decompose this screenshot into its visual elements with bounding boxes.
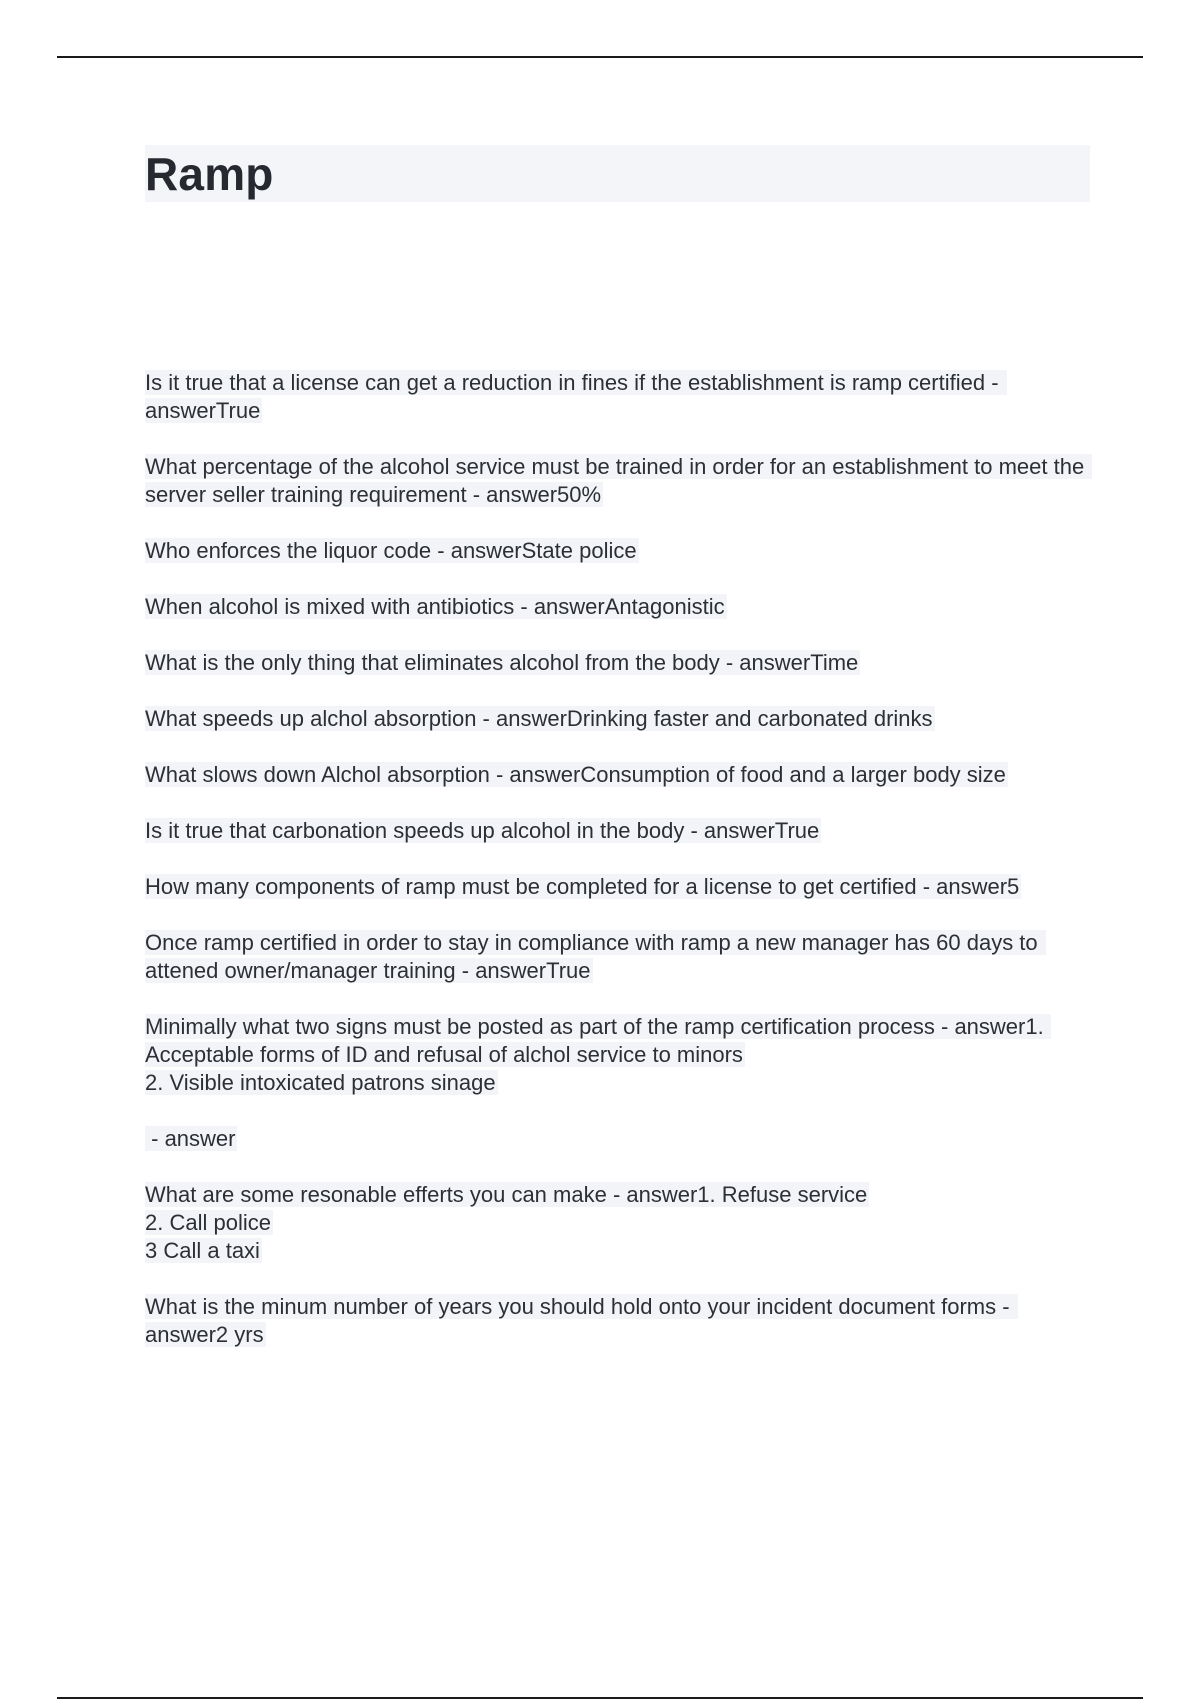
qa-item-14 — [145, 1293, 1090, 1349]
qa-list — [145, 369, 1090, 1349]
qa-item-1 — [145, 369, 1090, 425]
qa-item-10 — [145, 929, 1090, 985]
qa-item-12 — [145, 1125, 1090, 1153]
qa-text: What speeds up alchol absorption - answerDrinking faster and carbonated drinks — [145, 706, 933, 731]
qa-text: What is the only thing that eliminates alcohol from the body - answerTime — [145, 650, 859, 675]
qa-item-8 — [145, 817, 1090, 845]
qa-text: What percentage of the alcohol service must be trained in order for an establishment to meet the server seller training requirement - answer50% — [145, 454, 1091, 507]
qa-text: Minimally what two signs must be posted as part of the ramp certification process - answer1. Acceptable forms of ID and refusal of alchol service to minors 2. Visible intoxicated patrons sinage — [145, 1014, 1051, 1095]
qa-text: What slows down Alchol absorption - answerConsumption of food and a larger body size — [145, 762, 1006, 787]
qa-item-11 — [145, 1013, 1090, 1097]
qa-item-3 — [145, 537, 1090, 565]
qa-text: Who enforces the liquor code - answerState police — [145, 538, 637, 563]
qa-text: Once ramp certified in order to stay in compliance with ramp a new manager has 60 days to attened owner/manager training - answerTrue — [145, 930, 1044, 983]
qa-text: When alcohol is mixed with antibiotics - answerAntagonistic — [145, 594, 725, 619]
qa-item-9 — [145, 873, 1090, 901]
qa-text: Is it true that carbonation speeds up alcohol in the body - answerTrue — [145, 818, 820, 843]
qa-text: What are some resonable efferts you can make - answer1. Refuse service 2. Call police 3 Call a taxi — [145, 1182, 868, 1263]
qa-text: - answer — [145, 1126, 236, 1151]
qa-text: How many components of ramp must be completed for a license to get certified - answer5 — [145, 874, 1020, 899]
document-page — [145, 145, 1090, 1377]
qa-item-7 — [145, 761, 1090, 789]
page-title: Ramp — [145, 147, 274, 200]
title-band — [145, 145, 1090, 202]
qa-item-6 — [145, 705, 1090, 733]
qa-text: What is the minum number of years you should hold onto your incident document forms - answer2 yrs — [145, 1294, 1016, 1347]
qa-item-4 — [145, 593, 1090, 621]
bottom-rule — [57, 1697, 1143, 1699]
qa-text: Is it true that a license can get a reduction in fines if the establishment is ramp certified - answerTrue — [145, 370, 1005, 423]
qa-item-2 — [145, 453, 1090, 509]
qa-item-13 — [145, 1181, 1090, 1265]
top-rule — [57, 56, 1143, 58]
qa-item-5 — [145, 649, 1090, 677]
